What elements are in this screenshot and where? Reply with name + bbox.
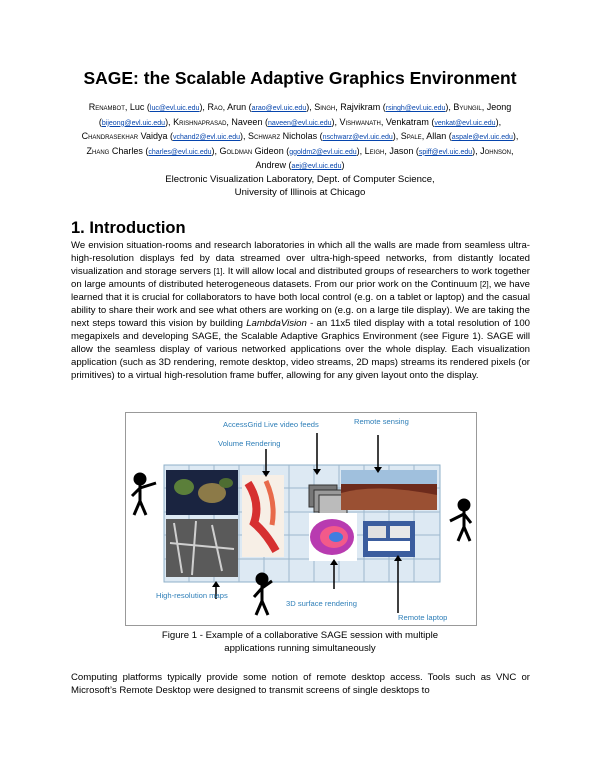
paper-title: SAGE: the Scalable Adaptive Graphics Environment — [83, 68, 517, 88]
affiliation — [0, 174, 600, 199]
label-surface-rendering: 3D surface rendering — [286, 599, 357, 608]
label-accessgrid: AccessGrid Live video feeds — [223, 420, 319, 429]
section-heading: 1. Introduction — [71, 219, 186, 237]
figure-caption-line-2: applications running simultaneously — [224, 642, 376, 654]
label-remote-sensing: Remote sensing — [354, 417, 409, 426]
label-high-res-maps: High-resolution maps — [156, 591, 228, 600]
intro-paragraph: We envision situation-rooms and research laboratories in which all the walls are made from seamless ultra-high-resolution displays fed by data streamed over ultra-high-speed networks, from distantly located visualization and storage servers [1]. It will allow local and distributed groups of researchers to work together on large amounts of distributed heterogeneous datasets. From our prior work on the Continuum [2], we have learned that it is crucial for collaborators to have both local control (e.g. on a tablet or laptop) and the casual ability to share their work and see what others are working on (e.g. on a large tile display). We are taking the next steps toward this vision by building LambdaVision - an 11x5 tiled display with a total resolution of 100 megapixels and developing SAGE, the Scalable Adaptive Graphics Environment (see Figure 1). SAGE will allow the seamless display of various networked applications over the whole display. Each visualization application (such as 3D rendering, remote desktop, video streams, 2D maps) streams its rendered pixels (or primitives) to a virtual high-resolution frame buffer, allowing for any given layout onto the display. — [71, 240, 530, 381]
label-remote-laptop: Remote laptop — [398, 613, 448, 622]
affiliation-line-1: Electronic Visualization Laboratory, Dept. of Computer Science, — [165, 174, 435, 185]
next-paragraph: Computing platforms typically provide some notion of remote desktop access. Tools such as VNC or Microsoft’s Remote Desktop were designed to transmit screens of single desktops to — [71, 672, 530, 696]
person-left-icon — [132, 474, 156, 515]
person-right-icon — [450, 500, 471, 541]
author-list: Renambot, Luc (luc@evl.uic.edu), Rao, Arun (arao@evl.uic.edu), Singh, Rajvikram (rsingh@evl.uic.edu), Byungil, Jeong (bijeong@evl.uic.edu), Krishnaprasad, Naveen (naveen@evl.uic.edu), Vishwanath, Venkatram (venkat@evl.uic.edu), Chandrasekhar Vaidya (vchand2@evl.uic.edu), Schwarz Nicholas (nschwarz@evl.uic.edu), Spale, Allan (aspale@evl.uic.edu), Zhang Charles (charles@evl.uic.edu), Goldman Gideon (ggoldm2@evl.uic.edu), Leigh, Jason (spiff@evl.uic.edu), Johnson, Andrew (aej@evl.uic.edu) — [81, 102, 519, 171]
affiliation-line-2: University of Illinois at Chicago — [234, 186, 366, 198]
figure-1 — [125, 412, 477, 626]
label-volume-rendering: Volume Rendering — [218, 439, 281, 448]
figure-caption-line-1: Figure 1 - Example of a collaborative SAGE session with multiple — [161, 630, 439, 641]
figure-caption — [0, 630, 600, 655]
